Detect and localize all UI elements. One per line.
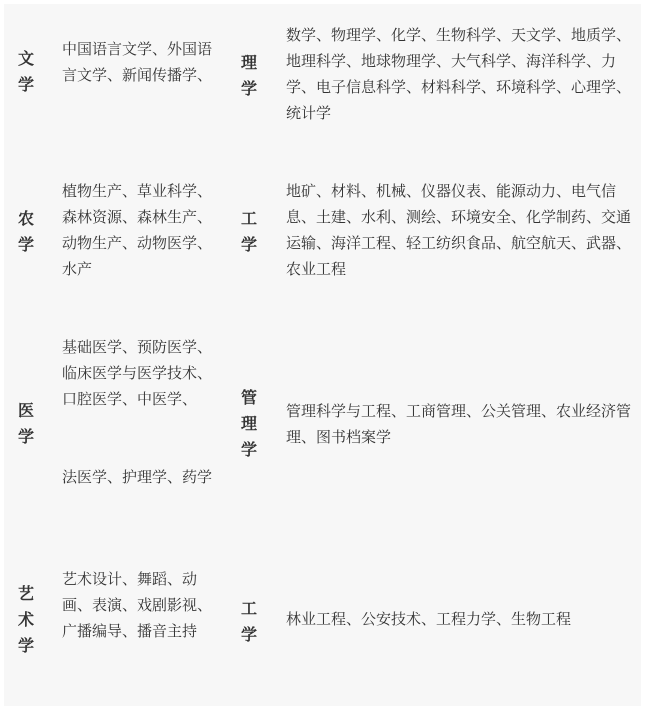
category-label: 工 学 xyxy=(241,599,258,644)
majors-text: 植物生产、草业科学、森林资源、森林生产、动物生产、动物医学、水产 xyxy=(62,182,213,278)
majors-text: 数学、物理学、化学、生物科学、天文学、地质学、地理科学、地球物理学、大气科学、海洋科学、力学、电子信息科学、材料科学、环境科学、心理学、统计学 xyxy=(286,26,632,122)
majors-text: 法医学、护理学、药学 xyxy=(62,468,213,486)
majors-text: 管理科学与工程、工商管理、公关管理、农业经济管理、图书档案学 xyxy=(286,402,632,446)
majors-text: 地矿、材料、机械、仪器仪表、能源动力、电气信息、土建、水利、测绘、环境安全、化学制药、交通运输、海洋工程、轻工纺织食品、航空航天、武器、农业工程 xyxy=(286,182,632,278)
majors-text: 中国语言文学、外国语言文学、新闻传播学、 xyxy=(62,40,213,84)
category-label: 艺 术 学 xyxy=(18,584,35,655)
table-row xyxy=(4,4,641,154)
category-label: 文 学 xyxy=(18,49,35,94)
table-row xyxy=(4,304,641,534)
category-label: 医 学 xyxy=(18,401,35,446)
majors-table xyxy=(4,4,641,706)
category-label: 工 学 xyxy=(241,209,258,254)
majors-text: 林业工程、公安技术、工程力学、生物工程 xyxy=(286,610,572,628)
majors-text: 基础医学、预防医学、临床医学与医学技术、口腔医学、中医学、 xyxy=(62,338,213,408)
table-row xyxy=(4,154,641,304)
table-row xyxy=(4,534,641,706)
category-label: 理 学 xyxy=(241,53,258,98)
category-label: 农 学 xyxy=(18,209,35,254)
majors-text: 艺术设计、舞蹈、动画、表演、戏剧影视、广播编导、播音主持 xyxy=(62,570,213,640)
category-label: 管 理 学 xyxy=(241,388,258,459)
